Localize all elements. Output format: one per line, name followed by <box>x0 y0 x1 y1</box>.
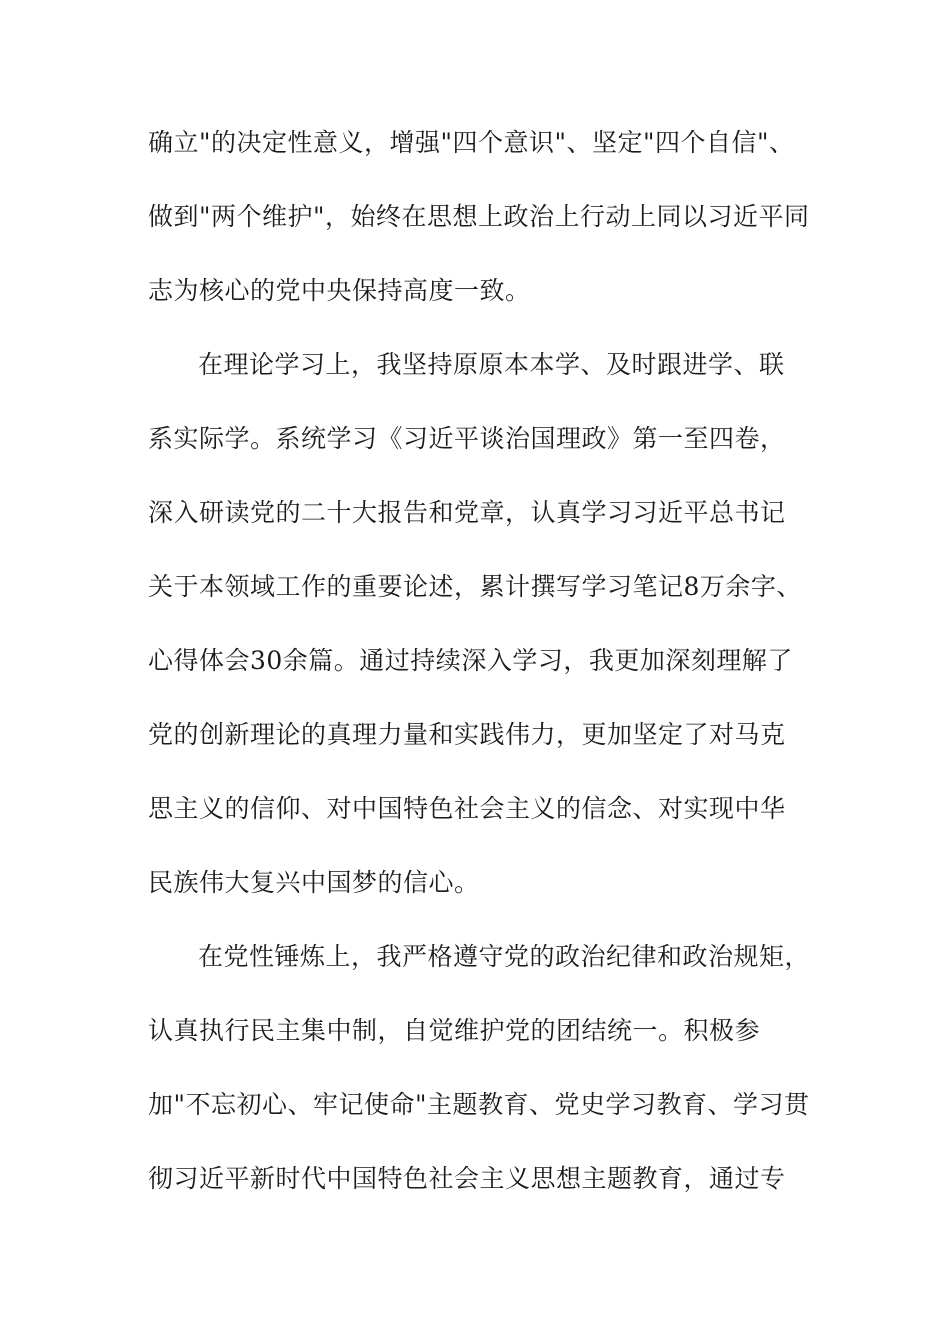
text-line: 志为核心的党中央保持高度一致。 <box>148 276 531 305</box>
paragraph-start-line: 在理论学习上，我坚持原原本本学、及时跟进学、联 <box>198 350 785 379</box>
text-line: 党的创新理论的真理力量和实践伟力，更加坚定了对马克 <box>148 720 786 749</box>
text-line: 做到"两个维护"，始终在思想上政治上行动上同以习近平同 <box>148 202 810 231</box>
text-line: 心得体会30余篇。通过持续深入学习，我更加深刻理解了 <box>148 646 793 675</box>
text-line: 思主义的信仰、对中国特色社会主义的信念、对实现中华 <box>148 794 786 823</box>
text-line: 系实际学。系统学习《习近平谈治国理政》第一至四卷， <box>148 424 786 453</box>
paragraph-start-line: 在党性锤炼上，我严格遵守党的政治纪律和政治规矩， <box>198 942 811 971</box>
text-line: 深入研读党的二十大报告和党章，认真学习习近平总书记 <box>148 498 786 527</box>
text-line: 认真执行民主集中制，自觉维护党的团结统一。积极参 <box>148 1016 761 1045</box>
text-line: 民族伟大复兴中国梦的信心。 <box>148 868 480 897</box>
text-line: 加"不忘初心、牢记使命"主题教育、党史学习教育、学习贯 <box>148 1090 810 1119</box>
text-line: 确立"的决定性意义，增强"四个意识"、坚定"四个自信"、 <box>148 128 795 157</box>
text-line: 关于本领域工作的重要论述，累计撰写学习笔记8万余字、 <box>148 572 802 601</box>
text-line: 彻习近平新时代中国特色社会主义思想主题教育，通过专 <box>148 1164 786 1193</box>
